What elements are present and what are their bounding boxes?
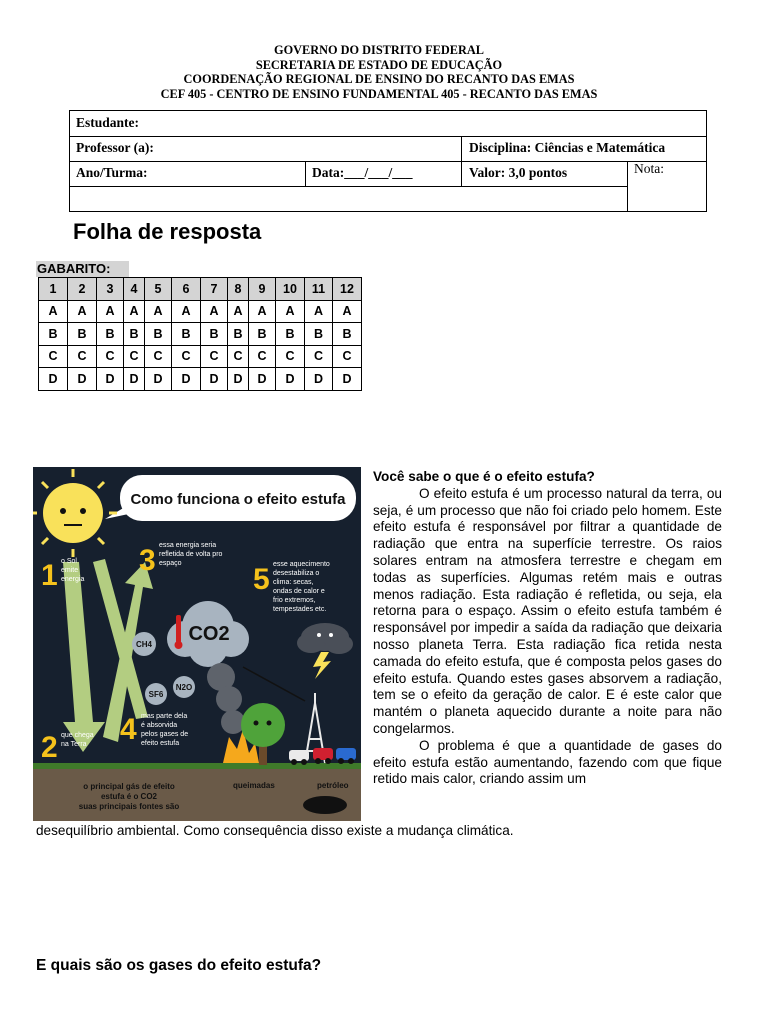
answer-option-row	[39, 323, 362, 346]
school-header	[0, 43, 758, 101]
svg-text:4: 4	[120, 713, 137, 746]
article-paragraph-1: O efeito estufa é um processo natural da terra, ou seja, é um processo que não foi criado pelo homem. Este efeito estufa é responsável por filtrar a quantidade de radiação que entra na superfície terrestre. Os raios solares entram na atmosfera terrestre e chegam em todas as superfícies. Algumas retém mais e outras menos radiação. Esta radiação é refletida, ou seja, ela retorna para o espaço. Assim o efeito estufa também é responsável por impedir a saída da radiação que deixaria nosso planeta Terra. Esta radiação fica retida nesta camada do efeito estufa, que é composta pelos gases do efeito estufa. Quando estes gases absorvem a radiação, tem se o efeito da geração de calor. E é este calor que mantém o planeta aquecido durante a noite para não congelarmos.	[373, 485, 722, 736]
answer-option-cell[interactable]: B	[172, 323, 201, 346]
answer-option-cell[interactable]: A	[68, 300, 97, 323]
step1-line: o Sol	[61, 558, 77, 565]
answer-option-cell[interactable]: D	[97, 368, 124, 391]
answer-option-cell[interactable]: D	[39, 368, 68, 391]
form-divider	[70, 136, 706, 137]
valor-field: Valor: 3,0 pontos	[469, 165, 568, 180]
page-title: Folha de resposta	[73, 219, 262, 244]
infographic-title: Como funciona o efeito estufa	[130, 491, 346, 508]
form-divider	[461, 136, 462, 186]
greenhouse-infographic	[33, 467, 361, 821]
header-line-2: SECRETARIA DE ESTADO DE EDUCAÇÃO	[255, 57, 503, 72]
header-line-1: GOVERNO DO DISTRITO FEDERAL	[274, 43, 484, 57]
svg-text:3: 3	[139, 544, 156, 577]
step3-line: espaço	[159, 560, 182, 567]
step1-line: emite	[61, 567, 79, 574]
answer-option-cell[interactable]: A	[249, 300, 276, 323]
ano-turma-field[interactable]: Ano/Turma:	[76, 165, 148, 180]
step5-line: tempestades etc.	[273, 606, 327, 613]
step4-line: pelos gases de	[141, 731, 189, 738]
answer-option-cell[interactable]: A	[39, 300, 68, 323]
answer-option-cell[interactable]: D	[145, 368, 172, 391]
step5-line: clima: secas,	[273, 579, 314, 586]
question-number: 4	[124, 278, 145, 301]
estudante-field[interactable]: Estudante:	[76, 115, 140, 130]
step4-line: é absorvida	[141, 722, 178, 729]
step5-line: desestabiliza o	[273, 570, 320, 577]
disciplina-field: Disciplina: Ciências e Matemática	[469, 140, 666, 155]
professor-field[interactable]: Professor (a):	[76, 140, 154, 155]
answer-option-cell[interactable]: A	[228, 300, 249, 323]
question-number: 10	[276, 278, 305, 301]
answer-option-cell[interactable]: B	[145, 323, 172, 346]
answer-option-cell[interactable]: D	[276, 368, 305, 391]
answer-option-cell[interactable]: C	[333, 345, 362, 368]
article-question: Você sabe o que é o efeito estufa?	[373, 469, 595, 484]
question-number: 1	[39, 278, 68, 301]
answer-grid	[38, 277, 362, 391]
answer-option-cell[interactable]: C	[145, 345, 172, 368]
answer-option-cell[interactable]: B	[39, 323, 68, 346]
data-field[interactable]: Data:___/___/___	[312, 165, 413, 180]
answer-option-row	[39, 345, 362, 368]
answer-option-cell[interactable]: A	[201, 300, 228, 323]
petroleo-label: petróleo	[317, 781, 349, 790]
queimadas-label: queimadas	[233, 781, 275, 790]
answer-option-cell[interactable]: D	[124, 368, 145, 391]
article-tail: desequilíbrio ambiental. Como consequência disso existe a mudança climática.	[36, 823, 514, 838]
question-number: 6	[172, 278, 201, 301]
answer-option-cell[interactable]: C	[249, 345, 276, 368]
bottom-note-line: o principal gás de efeito	[83, 782, 175, 791]
question-number: 5	[145, 278, 172, 301]
answer-option-cell[interactable]: A	[172, 300, 201, 323]
step4-line: mas parte dela	[141, 713, 188, 720]
form-divider	[305, 161, 306, 186]
svg-text:5: 5	[253, 563, 270, 596]
answer-option-cell[interactable]: A	[124, 300, 145, 323]
answer-option-cell[interactable]: C	[39, 345, 68, 368]
answer-option-row	[39, 368, 362, 391]
answer-option-cell[interactable]: A	[145, 300, 172, 323]
answer-option-cell[interactable]: B	[68, 323, 97, 346]
answer-option-cell[interactable]: C	[124, 345, 145, 368]
answer-option-cell[interactable]: B	[97, 323, 124, 346]
answer-option-cell[interactable]: D	[201, 368, 228, 391]
answer-option-cell[interactable]: B	[333, 323, 362, 346]
form-divider	[627, 161, 628, 211]
answer-option-cell[interactable]: B	[201, 323, 228, 346]
answer-option-cell[interactable]: C	[97, 345, 124, 368]
step5-line: esse aquecimento	[273, 561, 330, 568]
n2o-label: N2O	[175, 683, 193, 692]
answer-option-cell[interactable]: C	[68, 345, 97, 368]
question-number: 2	[68, 278, 97, 301]
question-number: 11	[305, 278, 333, 301]
svg-text:2: 2	[41, 731, 58, 764]
student-info-form	[69, 110, 707, 212]
answer-option-cell[interactable]: D	[333, 368, 362, 391]
grass-strip	[33, 763, 361, 769]
answer-option-cell[interactable]: D	[249, 368, 276, 391]
step2-line: na Terra	[61, 741, 87, 748]
answer-option-cell[interactable]: D	[305, 368, 333, 391]
answer-option-cell[interactable]: C	[201, 345, 228, 368]
section-question: E quais são os gases do efeito estufa?	[36, 957, 322, 974]
answer-option-row	[39, 300, 362, 323]
answer-option-cell[interactable]: C	[228, 345, 249, 368]
co2-label: CO2	[188, 623, 230, 645]
answer-option-cell[interactable]: B	[276, 323, 305, 346]
question-number: 7	[201, 278, 228, 301]
answer-option-cell[interactable]: A	[305, 300, 333, 323]
step5-line: frio extremos,	[273, 597, 316, 604]
answer-option-cell[interactable]: C	[276, 345, 305, 368]
header-line-4: CEF 405 - CENTRO DE ENSINO FUNDAMENTAL 405 - RECANTO DAS EMAS	[160, 86, 598, 101]
bottom-note-line: suas principais fontes são	[78, 802, 180, 811]
answer-option-cell[interactable]: D	[172, 368, 201, 391]
oil-barrel-icon	[303, 796, 347, 814]
answer-option-cell[interactable]: D	[68, 368, 97, 391]
svg-text:1: 1	[41, 559, 58, 592]
step4-line: efeito estufa	[141, 740, 180, 747]
step2-line: que chega	[61, 732, 94, 739]
form-divider	[70, 161, 706, 162]
form-divider	[70, 186, 628, 187]
answer-option-cell[interactable]: A	[276, 300, 305, 323]
bottom-note-line: estufa é o CO2	[100, 792, 158, 801]
gabarito-label: GABARITO:	[36, 261, 129, 277]
answer-option-cell[interactable]: D	[228, 368, 249, 391]
nota-field[interactable]: Nota:	[634, 161, 664, 176]
answer-option-cell[interactable]: B	[249, 323, 276, 346]
ground	[33, 767, 361, 821]
sf6-label: SF6	[148, 690, 164, 699]
answer-option-cell[interactable]: A	[97, 300, 124, 323]
answer-option-cell[interactable]: B	[124, 323, 145, 346]
title-bubble	[105, 475, 356, 521]
answer-option-cell[interactable]: C	[305, 345, 333, 368]
answer-option-cell[interactable]: B	[305, 323, 333, 346]
step3-line: refletida de volta pro	[159, 551, 223, 558]
question-number: 8	[228, 278, 249, 301]
article-body	[373, 469, 722, 788]
step3-line: essa energia seria	[159, 542, 217, 549]
article-paragraph-2: O problema é que a quantidade de gases do efeito estufa estão aumentando, fazendo com que fique retido mais calor, criando assim um	[373, 737, 722, 787]
step5-line: ondas de calor e	[273, 588, 325, 595]
step1-line: energia	[61, 576, 85, 583]
answer-option-cell[interactable]: A	[333, 300, 362, 323]
answer-grid-header	[39, 278, 362, 301]
question-number: 12	[333, 278, 362, 301]
question-number: 3	[97, 278, 124, 301]
answer-option-cell[interactable]: C	[172, 345, 201, 368]
answer-option-cell[interactable]: B	[228, 323, 249, 346]
ch4-label: CH4	[135, 640, 153, 649]
header-line-3: COORDENAÇÃO REGIONAL DE ENSINO DO RECANTO DAS EMAS	[183, 72, 575, 86]
question-number: 9	[249, 278, 276, 301]
